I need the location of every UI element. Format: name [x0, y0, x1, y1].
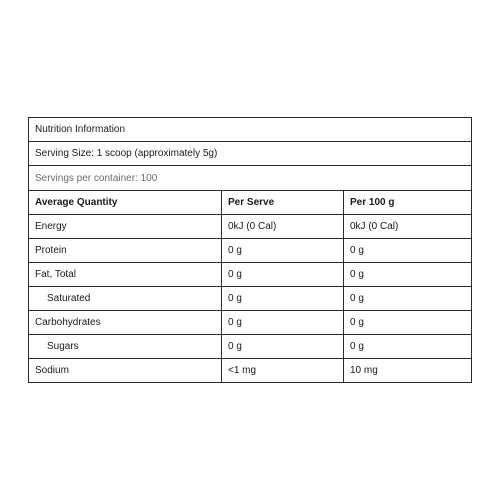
- header-row: [29, 191, 472, 215]
- nutrient-label: Fat, Total: [29, 263, 222, 287]
- per-serve-value: <1 mg: [222, 359, 344, 383]
- nutrient-label: Saturated: [29, 287, 222, 311]
- table-row: [29, 335, 472, 359]
- table-row: [29, 311, 472, 335]
- per-100g-value: 0 g: [344, 335, 472, 359]
- serving-size: Serving Size: 1 scoop (approximately 5g): [29, 142, 472, 166]
- servings-per-container-row: [29, 166, 472, 191]
- per-100g-value: 0 g: [344, 263, 472, 287]
- per-serve-value: 0 g: [222, 311, 344, 335]
- per-serve-value: 0kJ (0 Cal): [222, 215, 344, 239]
- nutrient-label: Energy: [29, 215, 222, 239]
- nutrition-table: [28, 117, 472, 383]
- servings-per-container: Servings per container: 100: [29, 166, 472, 191]
- nutrient-label: Sodium: [29, 359, 222, 383]
- per-100g-value: 0 g: [344, 239, 472, 263]
- table-row: [29, 359, 472, 383]
- per-serve-value: 0 g: [222, 239, 344, 263]
- serving-size-row: [29, 142, 472, 166]
- table-row: [29, 263, 472, 287]
- header-per-serve: Per Serve: [222, 191, 344, 215]
- table-row: [29, 215, 472, 239]
- table-row: [29, 287, 472, 311]
- header-average-quantity: Average Quantity: [29, 191, 222, 215]
- title-row: [29, 118, 472, 142]
- header-per-100g: Per 100 g: [344, 191, 472, 215]
- per-serve-value: 0 g: [222, 263, 344, 287]
- per-100g-value: 0 g: [344, 287, 472, 311]
- nutrition-panel: [28, 117, 471, 383]
- table-title: Nutrition Information: [29, 118, 472, 142]
- per-serve-value: 0 g: [222, 335, 344, 359]
- nutrient-label: Protein: [29, 239, 222, 263]
- per-100g-value: 10 mg: [344, 359, 472, 383]
- table-row: [29, 239, 472, 263]
- per-serve-value: 0 g: [222, 287, 344, 311]
- per-100g-value: 0 g: [344, 311, 472, 335]
- nutrient-label: Carbohydrates: [29, 311, 222, 335]
- per-100g-value: 0kJ (0 Cal): [344, 215, 472, 239]
- nutrient-label: Sugars: [29, 335, 222, 359]
